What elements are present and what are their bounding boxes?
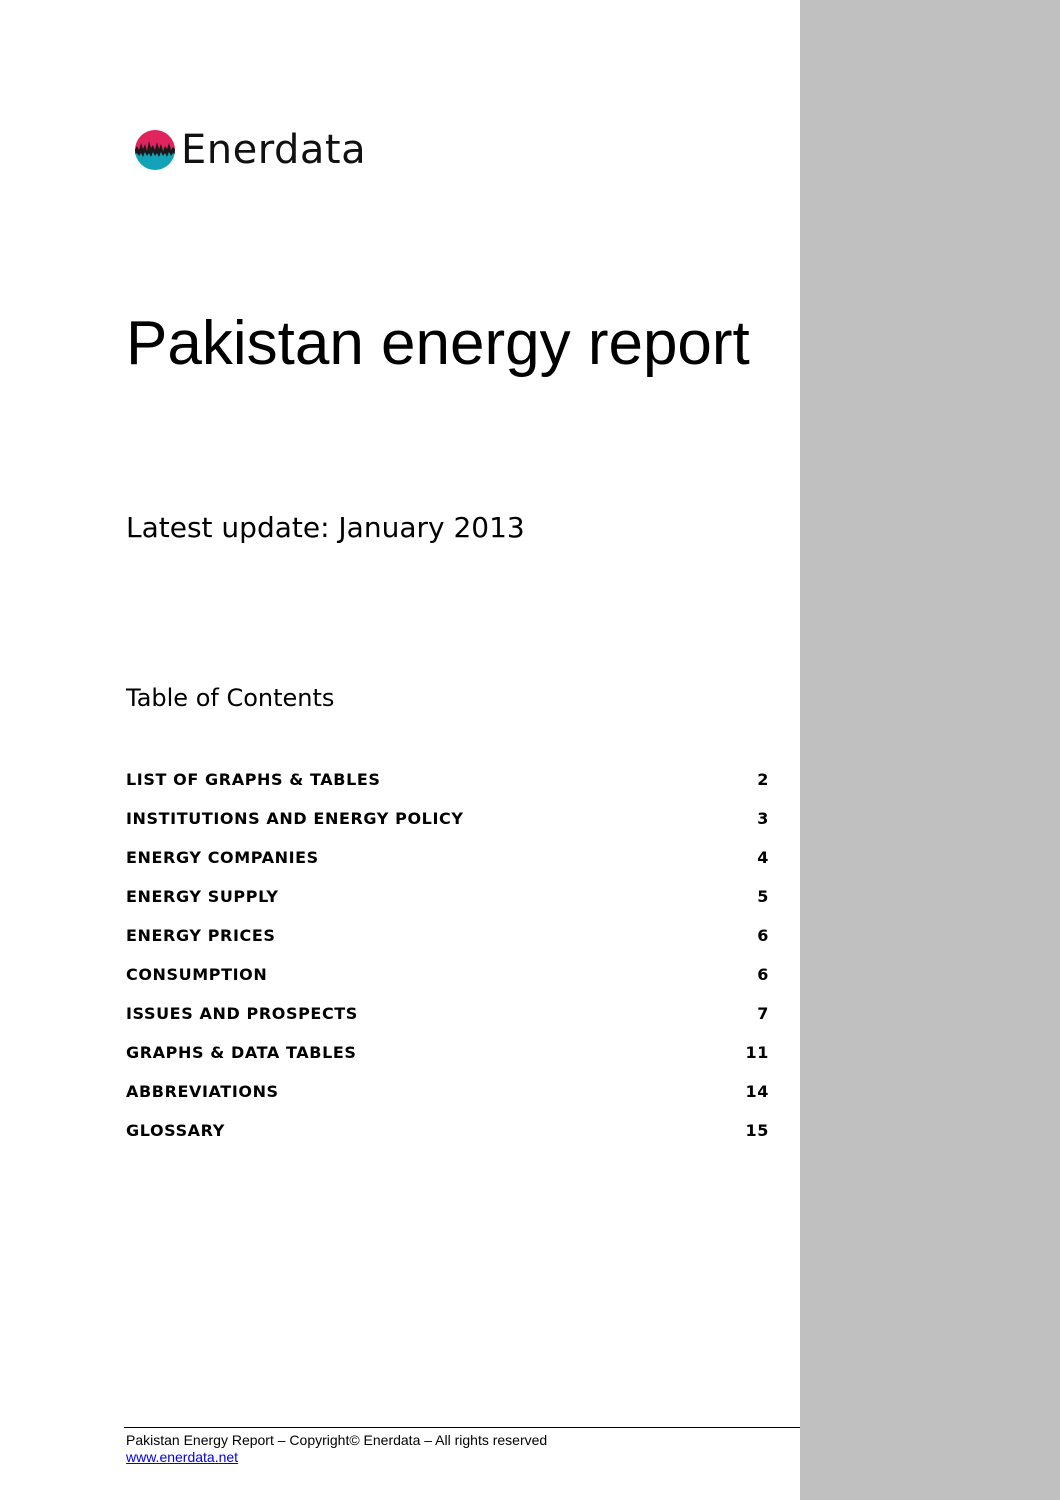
toc-entry-page: 14 [745,1081,769,1101]
toc-entry-page: 5 [757,886,769,906]
toc-entry-page: 4 [757,847,769,867]
side-band [800,0,1060,1500]
toc-entry-page: 7 [757,1003,769,1023]
footer-website-link[interactable]: www.enerdata.net [126,1449,239,1465]
toc-entry-page: 6 [757,925,769,945]
document-title: Pakistan energy report [126,309,750,378]
toc-entry-page: 15 [745,1120,769,1140]
toc-entry[interactable] [126,1072,769,1111]
toc-entry-page: 2 [757,769,769,789]
toc-heading: Table of Contents [126,684,335,712]
toc-entry-label: ABBREVIATIONS [126,1081,279,1101]
toc-entry-label: CONSUMPTION [126,964,268,984]
footer-divider [124,1427,800,1428]
footer-copyright: Pakistan Energy Report – Copyright© Enerdata – All rights reserved [126,1432,548,1448]
logo-wordmark: Enerdata [181,127,367,173]
toc-entry[interactable] [126,877,769,916]
toc-entry-page: 3 [757,808,769,828]
toc-entry-label: LIST OF GRAPHS & TABLES [126,769,381,789]
table-of-contents [126,760,769,1150]
toc-entry-label: INSTITUTIONS AND ENERGY POLICY [126,808,464,828]
enerdata-globe-icon [134,129,176,171]
toc-entry[interactable] [126,1111,769,1150]
toc-entry-page: 11 [745,1042,769,1062]
toc-entry-label: GRAPHS & DATA TABLES [126,1042,357,1062]
toc-entry[interactable] [126,994,769,1033]
toc-entry-label: GLOSSARY [126,1120,225,1140]
enerdata-logo [134,124,366,176]
toc-entry-label: ISSUES AND PROSPECTS [126,1003,358,1023]
toc-entry-label: ENERGY PRICES [126,925,276,945]
update-date: Latest update: January 2013 [126,511,525,544]
toc-entry[interactable] [126,955,769,994]
toc-entry-label: ENERGY COMPANIES [126,847,319,867]
toc-entry[interactable] [126,760,769,799]
toc-entry-label: ENERGY SUPPLY [126,886,279,906]
toc-entry-page: 6 [757,964,769,984]
toc-entry[interactable] [126,1033,769,1072]
toc-entry[interactable] [126,916,769,955]
toc-entry[interactable] [126,838,769,877]
toc-entry[interactable] [126,799,769,838]
